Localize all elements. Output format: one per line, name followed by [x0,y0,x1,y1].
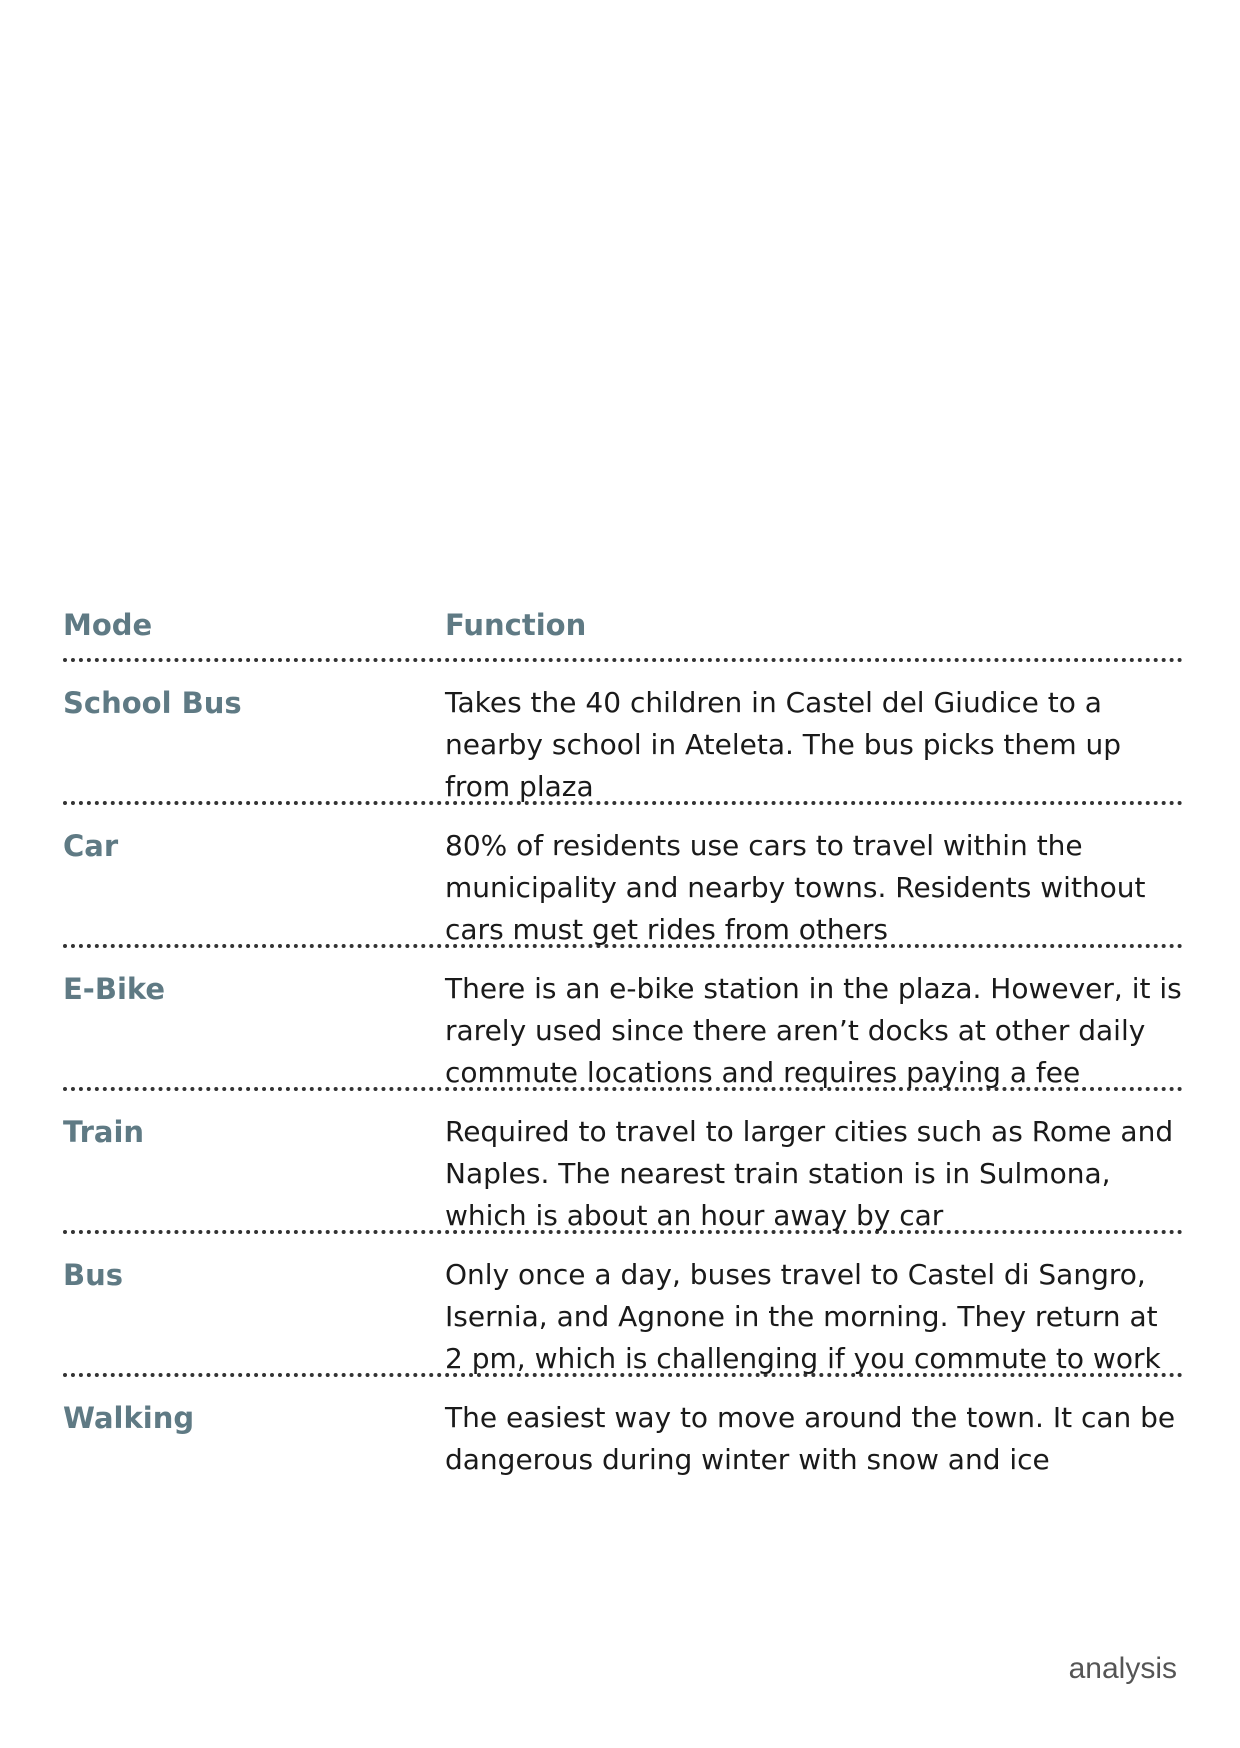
table-header [63,608,1183,658]
section-footer-label: analysis [1068,1652,1177,1685]
table-row [63,805,1183,944]
table-row [63,1234,1183,1373]
table-row [63,662,1183,801]
table-row [63,1091,1183,1230]
table-row [63,948,1183,1087]
transport-modes-table [63,608,1183,1527]
header-mode: Mode [63,608,153,642]
function-text: Takes the 40 children in Castel del Giudice to a nearby school in Ateleta. The bus picks them up from plaza [445,686,1122,803]
mode-label: Train [63,1115,145,1149]
mode-label: Walking [63,1401,195,1435]
function-text: There is an e-bike station in the plaza. However, it is rarely used since there aren’t docks at other daily commute locations and requires paying a fee [445,972,1182,1089]
function-text: Only once a day, buses travel to Castel di Sangro, Isernia, and Agnone in the morning. They return at 2 pm, which is challenging if you commute to work [445,1258,1161,1375]
function-text: 80% of residents use cars to travel within the municipality and nearby towns. Residents without cars must get rides from others [445,829,1146,946]
mode-label: School Bus [63,686,242,720]
mode-label: E-Bike [63,972,166,1006]
table-row [63,1377,1183,1527]
mode-label: Bus [63,1258,124,1292]
mode-label: Car [63,829,119,863]
function-text: The easiest way to move around the town. It can be dangerous during winter with snow and ice [445,1401,1176,1476]
function-text: Required to travel to larger cities such as Rome and Naples. The nearest train station is in Sulmona, which is about an hour away by car [445,1115,1174,1232]
header-function: Function [445,608,587,642]
